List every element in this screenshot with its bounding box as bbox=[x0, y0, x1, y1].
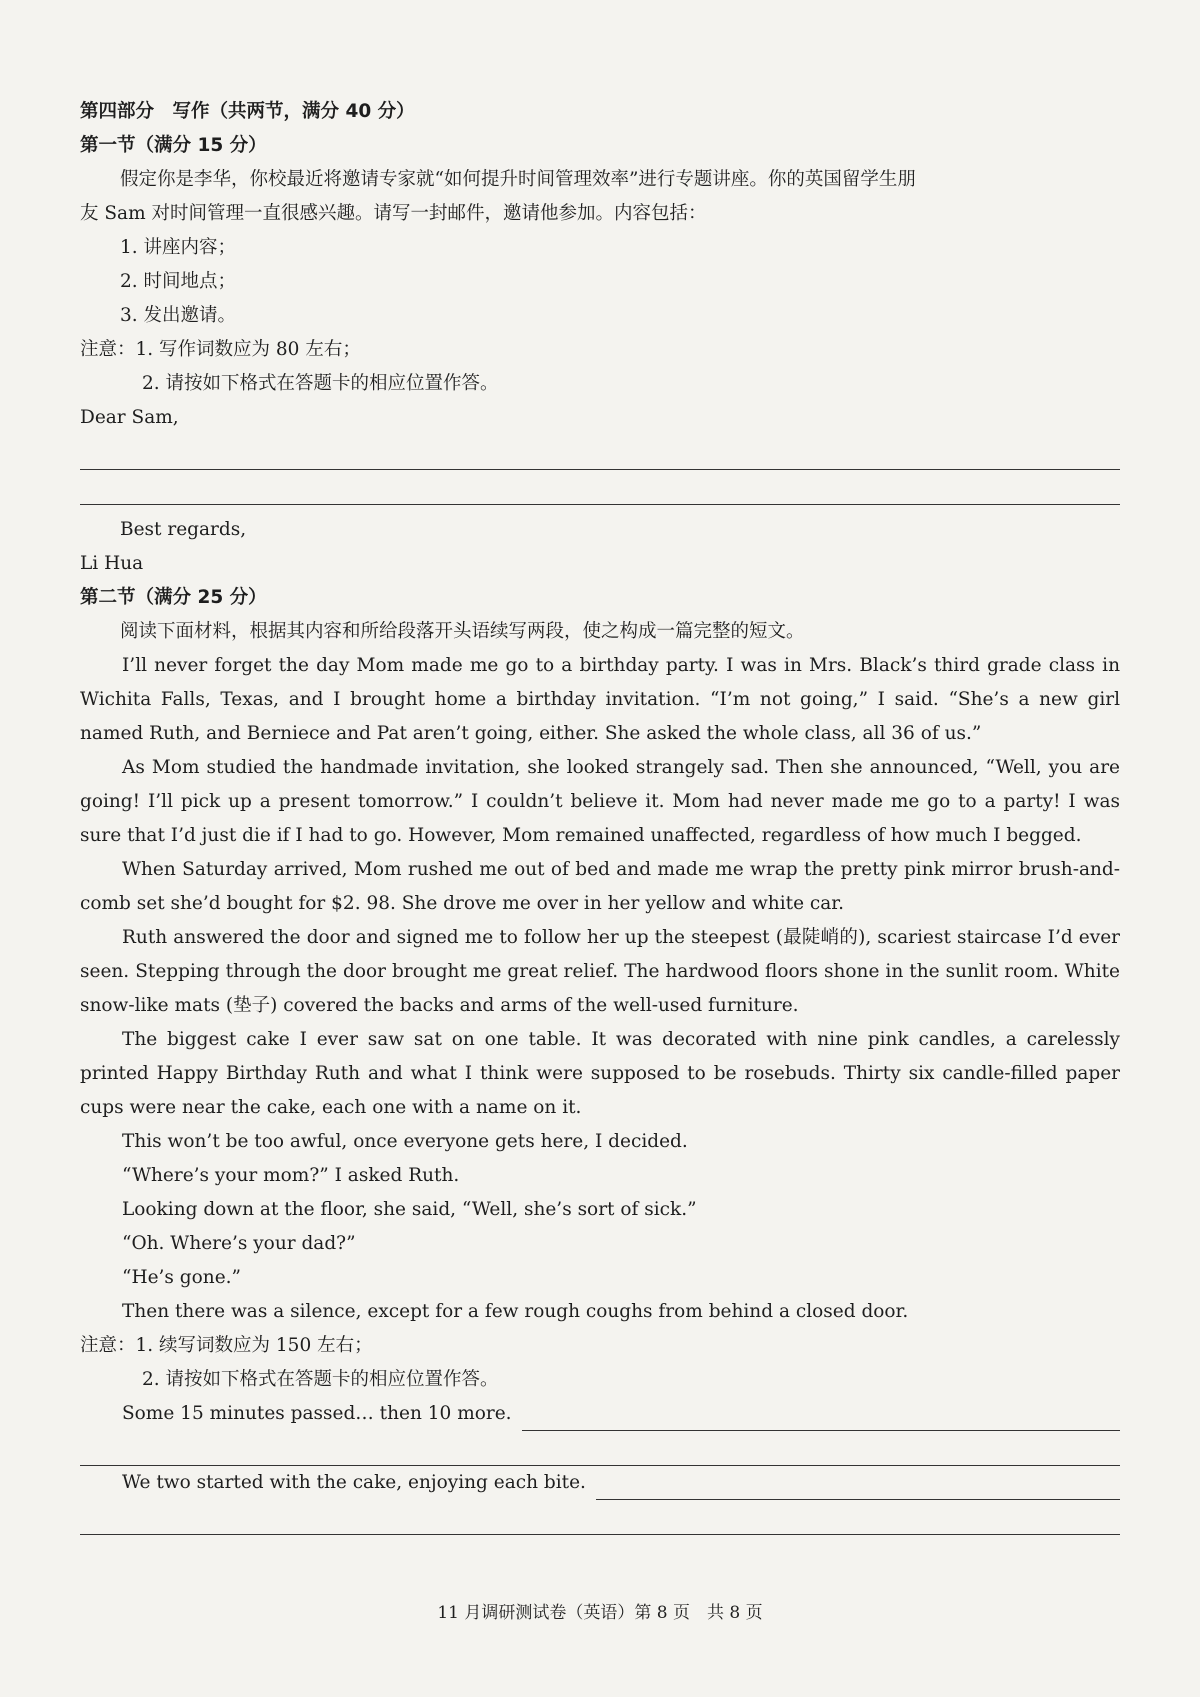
letter-closing: Best regards, bbox=[120, 519, 247, 540]
answer-line[interactable] bbox=[80, 435, 1120, 470]
story-paragraph: Then there was a silence, except for a few rough coughs from behind a closed door. bbox=[122, 1301, 909, 1322]
answer-line[interactable] bbox=[522, 1404, 1120, 1431]
story-paragraph: Looking down at the floor, she said, “Well, she’s sort of sick.” bbox=[122, 1199, 697, 1220]
section2-instruction: 阅读下面材料，根据其内容和所给段落开头语续写两段，使之构成一篇完整的短文。 bbox=[120, 621, 805, 642]
letter-signature: Li Hua bbox=[80, 553, 144, 574]
section1-note-2: 2. 请按如下格式在答题卡的相应位置作答。 bbox=[142, 373, 499, 394]
answer-line[interactable] bbox=[80, 1431, 1120, 1466]
story-paragraph: I’ll never forget the day Mom made me go to a birthday party. I was in Mrs. Black’s third grade class in Wichita Falls, Texas, and I brought home a birthday invitation. “I’m not going,” I said. “She’s a new girl named Ruth, and Berniece and Pat aren’t going, either. She asked the whole class, all 36 of us.” bbox=[80, 655, 1120, 744]
story-paragraph: This won’t be too awful, once everyone gets here, I decided. bbox=[122, 1131, 688, 1152]
starter-1-text: Some 15 minutes passed… then 10 more. bbox=[122, 1403, 512, 1424]
story-paragraph: When Saturday arrived, Mom rushed me out of bed and made me wrap the pretty pink mirror brush-and-comb set she’d bought for $2. 98. She drove me over in her yellow and white car. bbox=[80, 859, 1120, 914]
story-paragraph: “Where’s your mom?” I asked Ruth. bbox=[122, 1165, 460, 1186]
part-title: 第四部分 写作（共两节，满分 40 分） bbox=[80, 101, 415, 122]
section1-item-3: 3. 发出邀请。 bbox=[120, 305, 237, 326]
story-paragraph: As Mom studied the handmade invitation, she looked strangely sad. Then she announced, “Well, you are going! I’ll pick up a present tomorrow.” I couldn’t believe it. Mom had never made me go to a party! I was sure that I’d just die if I had to go. However, Mom remained unaffected, regardless of how much I begged. bbox=[80, 757, 1120, 846]
story-paragraph: Ruth answered the door and signed me to follow her up the steepest (最陡峭的), scariest staircase I’d ever seen. Stepping through the door brought me great relief. The hardwood floors shone in the sunlit room. White snow-like mats (垫子) covered the backs and arms of the well-used furniture. bbox=[80, 927, 1120, 1016]
story-paragraph: “He’s gone.” bbox=[122, 1267, 241, 1288]
letter-greeting: Dear Sam, bbox=[80, 407, 179, 428]
answer-line[interactable] bbox=[596, 1473, 1120, 1500]
section2-title: 第二节（满分 25 分） bbox=[80, 587, 267, 608]
section1-prompt-line2: 友 Sam 对时间管理一直很感兴趣。请写一封邮件，邀请他参加。内容包括： bbox=[80, 203, 707, 224]
answer-line[interactable] bbox=[80, 470, 1120, 505]
story-paragraph: The biggest cake I ever saw sat on one table. It was decorated with nine pink candles, a carelessly printed Happy Birthday Ruth and what I think were supposed to be rosebuds. Thirty six candle-filled paper cups were near the cake, each one with a name on it. bbox=[80, 1029, 1120, 1118]
section1-item-1: 1. 讲座内容； bbox=[120, 237, 237, 258]
section1-title: 第一节（满分 15 分） bbox=[80, 135, 267, 156]
section1-prompt-line1: 假定你是李华，你校最近将邀请专家就“如何提升时间管理效率”进行专题讲座。你的英国留学生朋 bbox=[120, 169, 916, 190]
answer-line[interactable] bbox=[80, 1500, 1120, 1535]
starter-2-text: We two started with the cake, enjoying each bite. bbox=[122, 1472, 586, 1493]
story-paragraph: “Oh. Where’s your dad?” bbox=[122, 1233, 356, 1254]
section1-note-1: 注意：1. 写作词数应为 80 左右； bbox=[80, 339, 361, 360]
page-footer: 11 月调研测试卷（英语）第 8 页 共 8 页 bbox=[437, 1603, 763, 1623]
section2-note-2: 2. 请按如下格式在答题卡的相应位置作答。 bbox=[142, 1369, 499, 1390]
continuation-starter-2 bbox=[80, 1466, 1120, 1500]
section2-note-1: 注意：1. 续写词数应为 150 左右； bbox=[80, 1335, 373, 1356]
section1-item-2: 2. 时间地点； bbox=[120, 271, 237, 292]
continuation-starter-1 bbox=[80, 1397, 1120, 1431]
exam-page bbox=[80, 95, 1120, 1535]
